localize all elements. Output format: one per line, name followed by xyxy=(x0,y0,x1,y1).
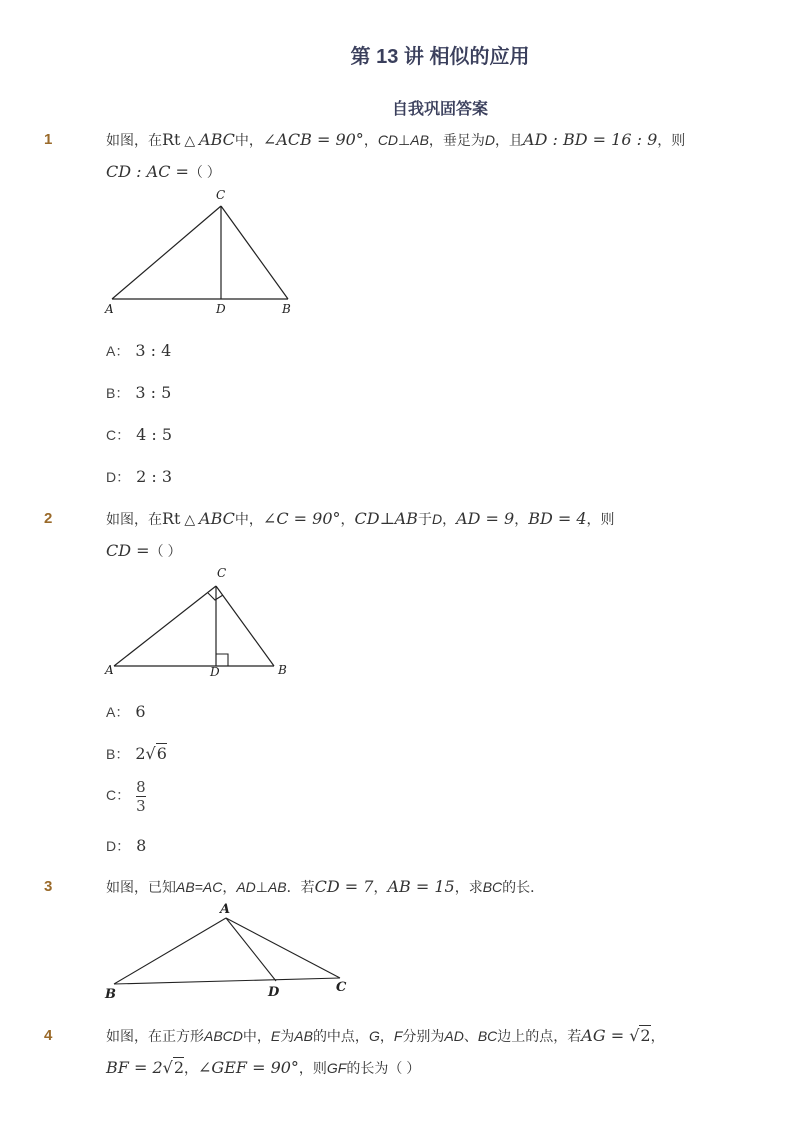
question-3-line-1: 如图，已知AB=AC，AD⊥AB．若CD = 7，AB = 15，求BC的长． xyxy=(106,877,545,896)
question-1-option-a: A： 3 : 4 xyxy=(106,341,172,360)
question-2-option-c: C： $\frac{8}{3}$ xyxy=(106,778,146,815)
question-4-line-2: BF = 2√2，∠GEF = 90°，则GF的长为（ ） xyxy=(106,1058,421,1077)
vertex-label-d: D xyxy=(210,665,220,679)
vertex-label-d: D xyxy=(268,985,280,1000)
question-2-option-b: B： 2√6 xyxy=(106,744,167,763)
question-2-option-d: D： 8 xyxy=(106,836,147,855)
question-1-line-1: 如图，在Rt △ ABC中，∠ACB = 90°，CD⊥AB，垂足为D，且AD : BD = 16 : 9，则 xyxy=(106,130,686,149)
vertex-label-a: A xyxy=(105,663,114,677)
question-number: 2 xyxy=(44,510,53,527)
question-1-option-b: B： 3 : 5 xyxy=(106,383,172,402)
question-2-option-a: A： 6 xyxy=(106,702,146,721)
question-number: 3 xyxy=(44,878,53,895)
vertex-label-b: B xyxy=(105,987,116,1002)
question-4-line-1: 如图，在正方形ABCD中，E为AB的中点，G，F分别为AD、BC边上的点，若AG = √2， xyxy=(106,1026,665,1045)
fraction: $\frac{8}{3}$ xyxy=(136,778,146,815)
vertex-label-c: C xyxy=(336,980,347,995)
question-number: 1 xyxy=(44,131,53,148)
vertex-label-c: C xyxy=(216,188,226,202)
question-1-option-d: D： 2 : 3 xyxy=(106,467,173,486)
question-1-figure xyxy=(100,184,300,320)
question-number: 4 xyxy=(44,1027,53,1044)
section-subtitle: 自我巩固答案 xyxy=(391,101,488,118)
question-1-line-2: CD : AC =（ ） xyxy=(106,162,221,181)
vertex-label-b: B xyxy=(282,302,291,316)
vertex-label-c: C xyxy=(217,566,227,580)
question-2-line-1: 如图，在Rt △ ABC中，∠C = 90°，CD⊥AB于D，AD = 9，BD = 4，则 xyxy=(106,509,615,528)
vertex-label-d: D xyxy=(216,302,226,316)
page-title: 第 13 讲 相似的应用 xyxy=(350,46,530,68)
question-3-figure xyxy=(100,898,360,1002)
question-1-option-c: C： 4 : 5 xyxy=(106,425,173,444)
vertex-label-a: A xyxy=(220,902,231,917)
vertex-label-a: A xyxy=(105,302,114,316)
question-2-line-2: CD =（ ） xyxy=(106,541,182,560)
vertex-label-b: B xyxy=(278,663,287,677)
question-2-figure xyxy=(100,564,300,684)
